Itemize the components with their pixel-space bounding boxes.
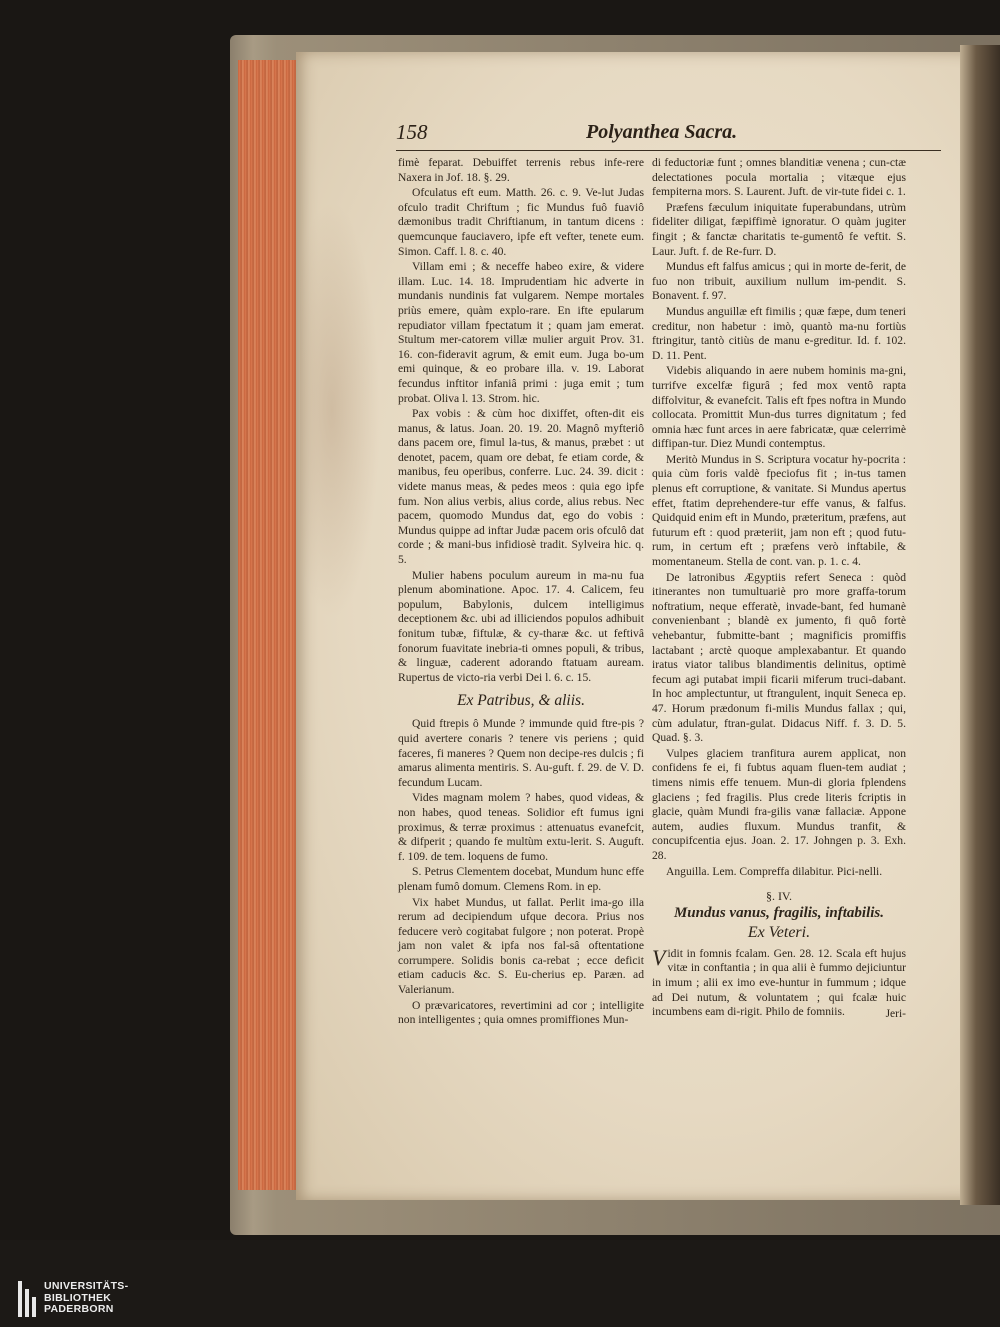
paragraph: Vides magnam molem ? habes, quod videas, & non habes, quod teneas. Solidior eft fumus igni proximus, & terræ proximus : attenuatus evanefcit, & difperit ; quando fe multùm extu-lerit. S. Auguft. f. 109. de tem. loquens de fumo. — [398, 791, 644, 863]
paragraph: fimè feparat. Debuiffet terrenis rebus infe-rere Naxera in Jof. 18. §. 29. — [398, 156, 644, 184]
right-column — [652, 156, 906, 1021]
paragraph: Pax vobis : & cùm hoc dixiffet, often-dit eis manus, & latus. Joan. 20. 19. 20. Magnô myfteriô dans pacem ore, fimul la-tus, & manus, præbet : ut denotet, pacem, quam ore debat, fe etiam corde, & manibus, feu operibus, conferre. Luc. 24. 39. dicit : videte manus meas, & pedes meos : quia ego ipfe fum. Non alius verbis, alius corde, alius rebus. Nec pacem, quomodo Mundus dat, ego do vobis : Mundus quippe ad inftar Judæ pacem oris ofculô dat corde ; & mani-bus infidiosè tradit. Sylveira hic. q. 5. — [398, 407, 644, 567]
left-column — [398, 156, 644, 1029]
paragraph: O prævaricatores, revertimini ad cor ; intelligite non intelligentes ; quia omnes promiffiones Mun- — [398, 998, 644, 1027]
paragraph: Quid ftrepis ô Munde ? immunde quid ftre-pis ? quid avertere conaris ? tenere vis periens ; quid faceres, fi maneres ? Quem non decipe-res dulcis ; fi amarus alimenta mentiris. S. Au-guft. f. 29. de V. D. fecundum Lucam. — [398, 717, 644, 789]
paragraph: Vix habet Mundus, ut fallat. Perlit ima-go illa rerum ad decipiendum ufque decora. Prius nos feducere verò cogitabat fulgore ; non poterat. Propè jam non valet & ipfa nos fal-sâ oftentatione corrumpere. Solidis bonis ca-rebat ; ecce deficit etiam caducis &c. S. Eu-cherius ep. Paræn. ad Valerianum. — [398, 895, 644, 997]
page-number: 158 — [396, 120, 428, 144]
page-edges — [238, 60, 300, 1190]
paragraph: Vulpes glaciem tranfitura aurem applicat, non confidens fe ei, fi fubtus aquam fluen-tem audiat ; timens nimis effe tenuem. Mun-di gloria fplendens glaciens ; fed fragilis. Plus crede literis fcriptis in glacie, quàm Mundi fra-gilis vanæ fallaciæ. Appone autem, audies fluxum. Mundus tranfit, & concupifcentia ejus. Joan. 2. 17. Johngen p. 3. Exh. 28. — [652, 746, 906, 862]
catchword: Jeri- — [885, 1007, 906, 1020]
paragraph: Meritò Mundus in S. Scriptura vocatur hy-pocrita : quia cùm foris valdè fpeciofus fit ; in-tus tamen plenus eft corruptione, & vanitate. Si Mundus apertus effet, ftatim deprehendere-tur effe vanus, & falfus. Quidquid enim eft in Mundo, præteritum, præfens, aut futurum eft : quod præteriit, jam non eft ; quod futu-rum, in certum eft ; præfens verò inftabile, & momentaneum. Stella de cont. van. p. 1. c. 4. — [652, 452, 906, 569]
library-logo — [18, 1281, 128, 1317]
section-heading: Ex Patribus, & aliis. — [457, 692, 585, 710]
logo-line: BIBLIOTHEK — [44, 1291, 112, 1304]
running-head: Polyanthea Sacra. — [586, 121, 738, 143]
page-stain — [300, 200, 380, 620]
paragraph: De latronibus Ægyptiis refert Seneca : quòd itinerantes non tumultuariè pro more graffa-torum noftratium, neque efferatè, invade-bant, fed humanè convenienbant ; blandè ex jumento, fi quô fortè vehebantur, fubmitte-bant ; magnificis promiffis lactabant ; arctè quoque amplexabantur. Et quando iratus viator talibus blandimentis delinitus, optimè fecum agi putabat impii ficarii miferum truci-dabant. In hoc amplectuntur, ut ftrangulent, inquit Seneca ep. 47. Horum prædonum fi-milis Mundus fallax ; qui, cùm adulatur, ftran-gulat. Didacus Niff. f. 3. D. 5. Quad. §. 3. — [652, 570, 906, 745]
subheading: Ex Veteri. — [747, 924, 811, 942]
paragraph: Mulier habens poculum aureum in ma-nu fua plenum abominatione. Apoc. 17. 4. Calicem, feu populum, Babylonis, dulcem intelligimus deceptionem &c. ubi ad illiciendos populos adhibuit fonitum tubæ, fiftulæ, & cy-tharæ &c. ut feftivâ fonorum fuavitate inebria-ti omnes populi, & tribus, & linguæ, caderent adorando ftatuam auream. Rupertus de victo-ria verbi Dei l. 6. c. 15. — [398, 568, 644, 684]
book-gutter — [960, 45, 1000, 1205]
logo-line: UNIVERSITÄTS- — [44, 1280, 129, 1292]
paragraph: Videbis aliquando in aere nubem hominis ma-gni, turrifve excelfæ figurâ ; fed mox ventô rapta diffolvitur, & evanefcit. Talis eft fpes noftra in Mundo collocata. Promittit Mun-dus turres dignitatum ; fed omnia hæc funt arces in aere fabricatæ, quæ celerrimè diffipan-tur. Diez Mundi contemptus. — [652, 364, 906, 451]
paragraph: Anguilla. Lem. Compreffa dilabitur. Pici-nelli. — [666, 864, 883, 878]
paragraph: Villam emi ; & neceffe habeo exire, & videre illam. Luc. 14. 18. Imprudentiam hic adverte in mundanis nundinis fat vulgarem. Nempe mortales priùs emere, quàm explo-rare. En ifte epularum repudiator villam fpectatum it ; quam jam emerat. Stultum mer-catorem villæ mulier arguit Prov. 31. 16. con-fideravit agrum, & emit eum. Juga bo-um emi quinque, & eo probare illa. v. 19. Laborat fecundus inftitor infaniâ primi : juga emit ; tum probat. Oliva l. 13. Strom. hic. — [398, 260, 644, 405]
logo-bars-icon — [18, 1281, 36, 1317]
paragraph: Mundus eft falfus amicus ; qui in morte de-ferit, de fuo non tribuit, auxilium nullum im-pendit. S. Bonavent. f. 97. — [652, 260, 906, 303]
paragraph: di feductoriæ funt ; omnes blanditiæ venena ; cun-ctæ delectationes pocula mortalia ; vitæque ejus fempiterna mors. S. Laurent. Juft. de vir-tute fidei c. 1. — [652, 156, 906, 199]
drop-cap: V — [652, 944, 666, 970]
paragraph: Ofculatus eft eum. Matth. 26. c. 9. Ve-lut Judas ofculo tradit Chriftum ; fic Mundus fuô fuaviô dæmonibus tradit Chriftianum, in tantum dicens : quemcunque fauciavero, ipfe eft vefter, tenete eum. Simon. Caff. l. 8. c. 40. — [398, 186, 644, 258]
logo-text — [44, 1281, 128, 1316]
logo-line: PADERBORN — [44, 1303, 114, 1315]
section-mark: §. IV. — [765, 889, 793, 904]
page-header — [396, 120, 941, 151]
paragraph: Mundus anguillæ eft fimilis ; quæ fæpe, dum teneri creditur, non habetur : imò, quantò ma-nu fortiùs ftringitur, tantò citiùs de manu e-greditur. Id. f. 102. D. 11. Pent. — [652, 304, 906, 362]
paragraph: Præfens fæculum iniquitate fuperabundans, utrùm fideliter diligat, fæpiffimè ignoratur. O quàm jugiter fingit ; & fanctæ charitatis te-gumentô fe veftit. S. Laur. Juft. f. de Re-furr. D. — [652, 200, 906, 258]
paragraph: S. Petrus Clementem docebat, Mundum hunc effe plenam fumô domum. Clemens Rom. in ep. — [398, 865, 644, 893]
section-title: Mundus vanus, fragilis, inftabilis. — [673, 904, 885, 921]
paragraph-text: idit in fomnis fcalam. Gen. 28. 12. Scala eft hujus vitæ in conftantia ; in qua alii è fummo dejiciuntur in imum ; alii ex imo eve-huntur in fummum ; idque ad Dei nutum, & voluntatem ; qui fcalæ huic incumbens eam di-rigit. Philo de fomniis. — [652, 946, 906, 1019]
